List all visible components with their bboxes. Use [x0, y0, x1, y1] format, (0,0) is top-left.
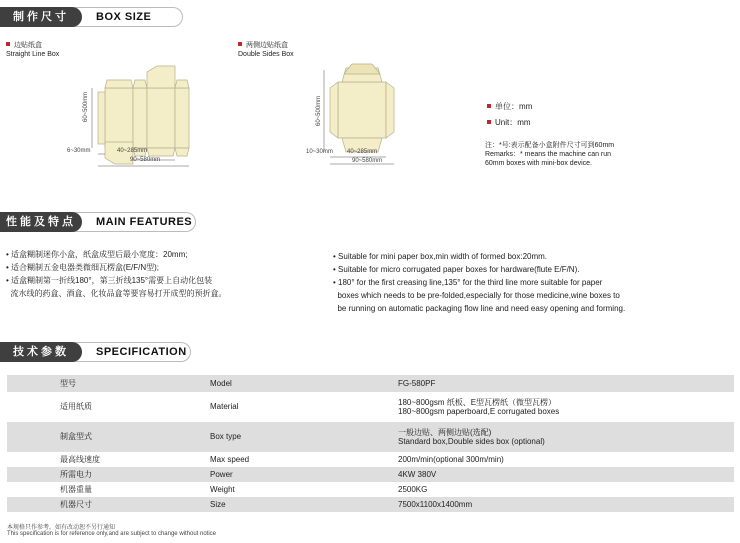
spec-value-line: Standard box,Double sides box (optional): [398, 437, 545, 446]
spec-label-cn: 所需电力: [60, 467, 210, 482]
straight-box-caption: [6, 41, 59, 59]
double-box-cn: 两侧边贴纸盒: [246, 42, 288, 49]
spec-value: 7500x1100x1400mm: [398, 497, 734, 512]
bullet-icon: [487, 104, 491, 108]
box-size-header: [0, 7, 200, 27]
features-cn: [6, 248, 316, 300]
spec-label-en: Material: [210, 402, 239, 412]
features-header: [0, 212, 200, 232]
table-row: [7, 392, 734, 422]
remark-line: 注：*号:表示配备小盒附件尺寸可到60mm: [485, 142, 615, 149]
spec-label-en: Size: [210, 497, 398, 512]
feature-cn-line: • 适盒糊制迷你小盒，纸盒成型后最小宽度：20mm;: [6, 250, 188, 259]
feature-en-text: be running on automatic packaging flow line and need easy opening and forming.: [337, 304, 626, 313]
section-tag: 制作尺寸: [0, 7, 82, 27]
feature-cn-text: 适合糊制五金电器类微细瓦楞盒(E/F/N型);: [11, 263, 160, 272]
spec-value: 200m/min(optional 300m/min): [398, 454, 504, 464]
spec-value: FG-580PF: [398, 375, 734, 392]
spec-table: [7, 375, 734, 512]
spec-label-en: Box type: [210, 422, 398, 452]
section-tag: 技术参数: [0, 342, 82, 362]
section-tag: 性能及特点: [0, 212, 82, 232]
spec-label-cn: 机器尺寸: [60, 497, 210, 512]
footer-note-cn: 本规格只作参考，如有改动恕不另行通知: [7, 525, 116, 531]
feature-en-text: boxes which needs to be pre-folded,especially for those medicine,wine boxes to: [337, 291, 620, 300]
spec-value: 2500KG: [398, 484, 428, 494]
feature-en-line: [333, 302, 733, 315]
double-box-caption: [238, 41, 294, 59]
straight-dim-flap: 6~30mm: [67, 148, 91, 154]
remark-line: 60mm boxes with mini-box device.: [485, 160, 592, 167]
feature-cn-text: 适盒糊制第一折线180°，第三折线135°需要上自动化包装: [11, 276, 213, 285]
feature-en-line: • Suitable for micro corrugated paper boxes for hardware(flute E/F/N).: [333, 265, 580, 274]
spec-label-cn: 最高线速度: [60, 454, 100, 464]
spec-value-line: 一般边贴、两侧边贴(选配): [398, 427, 492, 437]
remark-line: Remarks：* means the machine can run: [485, 151, 612, 158]
spec-label-cn: 机器重量: [60, 484, 92, 494]
bullet-icon: [6, 42, 10, 46]
double-dim-width: 40~285mm: [347, 149, 378, 155]
spec-label-cn: 型号: [60, 375, 210, 392]
bullet-icon: [487, 120, 491, 124]
double-box-en: Double Sides Box: [238, 51, 294, 58]
spec-label-en: Weight: [210, 484, 235, 494]
remarks: [485, 141, 614, 168]
feature-en-text: Suitable for micro corrugated paper boxes for hardware(flute E/F/N).: [338, 265, 580, 274]
spec-label-cn: 适用纸质: [60, 402, 92, 412]
feature-cn-text: 适盒糊制迷你小盒，纸盒成型后最小宽度：20mm;: [11, 250, 188, 259]
straight-dim-length: 90~580mm: [130, 157, 161, 163]
feature-en-text: Suitable for mini paper box,min width of formed box:20mm.: [338, 252, 548, 261]
unit-cn: [487, 101, 532, 112]
straight-dim-width: 40~285mm: [117, 148, 148, 154]
spec-value-line: 180~800gsm 纸板、E型瓦楞纸（微型瓦楞）: [398, 397, 557, 407]
spec-label-cn: 制盒型式: [60, 422, 210, 452]
spec-value: [398, 392, 734, 422]
straight-box-cn: 边贴纸盒: [14, 42, 42, 49]
table-row: [7, 375, 734, 392]
double-dim-flap: 10~30mm: [306, 149, 333, 155]
table-row: [7, 452, 734, 467]
feature-en-line: • Suitable for mini paper box,min width of formed box:20mm.: [333, 252, 548, 261]
spec-header: [0, 342, 200, 362]
feature-cn-line: • 适盒糊制第一折线180°，第三折线135°需要上自动化包装: [6, 276, 213, 285]
feature-en-line: • 180° for the first creasing line,135° for the third line more suitable for paper: [333, 278, 603, 287]
spec-value: 4KW 380V: [398, 467, 734, 482]
unit-cn-text: 单位：mm: [495, 102, 533, 111]
double-dim-length: 90~580mm: [352, 158, 383, 164]
feature-en-text: 180° for the first creasing line,135° for the third line more suitable for paper: [338, 278, 603, 287]
feature-cn-text: 流水线的药盒、酒盒、化妆品盒等要容易打开成型的预折盒。: [10, 289, 227, 298]
section-title: BOX SIZE: [96, 11, 152, 23]
spec-value: [398, 422, 734, 452]
table-row: [7, 422, 734, 452]
section-title: SPECIFICATION: [96, 346, 187, 358]
spec-label-en: Max speed: [210, 454, 250, 464]
straight-dim-height: 60~500mm: [83, 91, 89, 122]
spec-label-en: Model: [210, 375, 398, 392]
table-row: [7, 482, 734, 497]
feature-cn-line: • 适合糊制五金电器类微细瓦楞盒(E/F/N型);: [6, 263, 160, 272]
spec-value-line: 180~800gsm paperboard,E corrugated boxes: [398, 407, 560, 416]
features-en: [333, 250, 733, 315]
table-row: [7, 467, 734, 482]
unit-en: [487, 117, 531, 128]
straight-box-en: Straight Line Box: [6, 51, 60, 58]
feature-cn-line: [6, 287, 316, 300]
unit-en-text: Unit：mm: [495, 118, 531, 127]
spec-label-en: Power: [210, 467, 398, 482]
table-row: [7, 497, 734, 512]
feature-en-line: [333, 289, 733, 302]
section-title: MAIN FEATURES: [96, 216, 193, 228]
bullet-icon: [238, 42, 242, 46]
footer-note-en: This specification is for reference only,and are subject to change without notice: [7, 531, 217, 537]
double-dim-height: 60~500mm: [316, 95, 322, 126]
